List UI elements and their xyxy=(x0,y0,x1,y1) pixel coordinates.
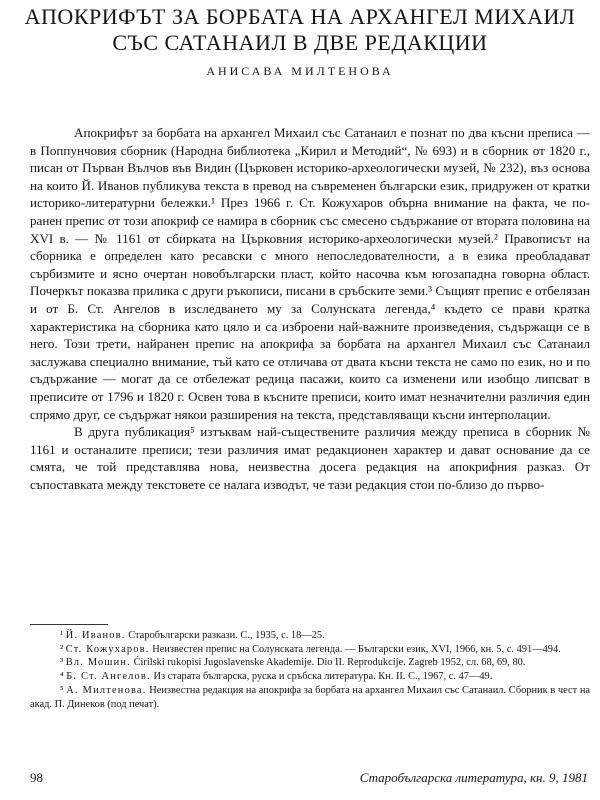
footnote-text: Ćirilski rukopisi Jugoslavenske Akademije. Dio II. Reprodukcije. Zagreb 1952, сл. 68, 69, 80. xyxy=(133,657,526,669)
footnote-4 xyxy=(30,670,590,684)
footnote-divider xyxy=(30,624,108,625)
footnote-text: Из старата българска, руска и сръбска литература. Кн. II. С., 1967, с. 47—49. xyxy=(153,671,493,683)
footnote-author: Й. Иванов. xyxy=(65,630,126,641)
footnote-5 xyxy=(30,684,590,711)
footnote-marker: ³ xyxy=(60,657,64,669)
article-body xyxy=(30,124,590,493)
body-paragraph-1: Апокрифът за борбата на архангел Михаил със Сатанаил е познат по два късни преписа — в Поппунчовия сборник (Народна библиотека „Кирил и Методий“, № 693) и в сборник от 1820 г., писан от Първан Вълчов във Видин (Църковен историко-археологически музей, № 232), въз основа на които Й. Иванов публикува текста в превод на съвременен български език, придружен от кратки историко-литературни бележки.¹ През 1966 г. Ст. Кожухаров обърна внимание на факта, че по-ранен препис от този апокриф се намира в сборник със смесено съдържание от втората половина на XVI в. — № 1161 от сбирката на Църковния историко-археологически музей.² Правописът на сборника е определен като ресавски с много непоследователности, а в езика преобладават сърбизмите и ясно очертан новобългарски пласт, който насочва към югозападна говорна област. Почеркът показва прилика с други ръкописи, писани в сръбските земи.³ Същият препис е отбелязан и от Б. Ст. Ангелов в изследването му за Солунската легенда,⁴ където се прави кратка характеристика на сборника като цяло и са изброени най-важните произведения, съдържащи се в него. Този трети, найранен препис на апокрифа за борбата на архангел Михаил със Сатанаил заслужава специално внимание, тъй като се отличава от двата късни текста не само по език, но и по съдържание — могат да се отбележат редица пасажи, които са изменени или изобщо липсват в преписите от 1796 и 1820 г. Освен това в късните преписи, които имат незначителни различия един спрямо друг, се съдържат някои разширения на текста, представляващи късни интерполации. xyxy=(30,125,590,422)
footnote-author: Вл. Мошин. xyxy=(65,657,131,669)
page-number: 98 xyxy=(30,770,43,785)
footnote-marker: ² xyxy=(60,643,64,655)
footnote-author: А. Милтенова. xyxy=(66,684,147,696)
article-title xyxy=(0,4,600,56)
footnote-marker: ¹ xyxy=(60,630,64,641)
footnote-3 xyxy=(30,656,590,670)
article-title-line-1: АПОКРИФЪТ ЗА БОРБАТА НА АРХАНГЕЛ МИХАИЛ xyxy=(24,4,576,29)
footnotes xyxy=(30,629,590,711)
journal-citation: Старобългарска литература, кн. 9, 1981 xyxy=(359,770,588,785)
footnote-1 xyxy=(30,629,590,643)
footnote-text: Неизвестен препис на Солунската легенда. — Български език, XVI, 1966, кн. 5, с. 491—494. xyxy=(152,643,561,655)
article-title-line-2: СЪС САТАНАИЛ В ДВЕ РЕДАКЦИИ xyxy=(112,30,488,55)
footnote-author: Ст. Кожухаров. xyxy=(65,643,150,655)
footnote-text: Старобългарски разкази. С., 1935, с. 18—25. xyxy=(128,630,325,641)
footnote-author: Б. Ст. Ангелов. xyxy=(66,671,151,683)
article-author: АНИСАВА МИЛТЕНОВА xyxy=(206,64,394,78)
footnote-text: Неизвестна редакция на апокрифа за борбата на архангел Михаил със Сатанаил. Сборник в чест на акад. П. Динеков (под печат). xyxy=(30,684,590,710)
footnote-marker: ⁴ xyxy=(60,671,64,683)
footnote-2 xyxy=(30,643,590,657)
body-paragraph-2: В друга публикация⁵ изтъквам най-съществените различия между преписа в сборник № 1161 и останалите преписи; тези различия имат редакционен характер и дават основание да се смята, че той представлява нова, неизвестна досега редакция на апокрифния разказ. От съпоставката между текстовете се налага изводът, че тази редакция стои по-близо до първо- xyxy=(30,424,590,492)
footnote-marker: ⁵ xyxy=(60,684,64,696)
